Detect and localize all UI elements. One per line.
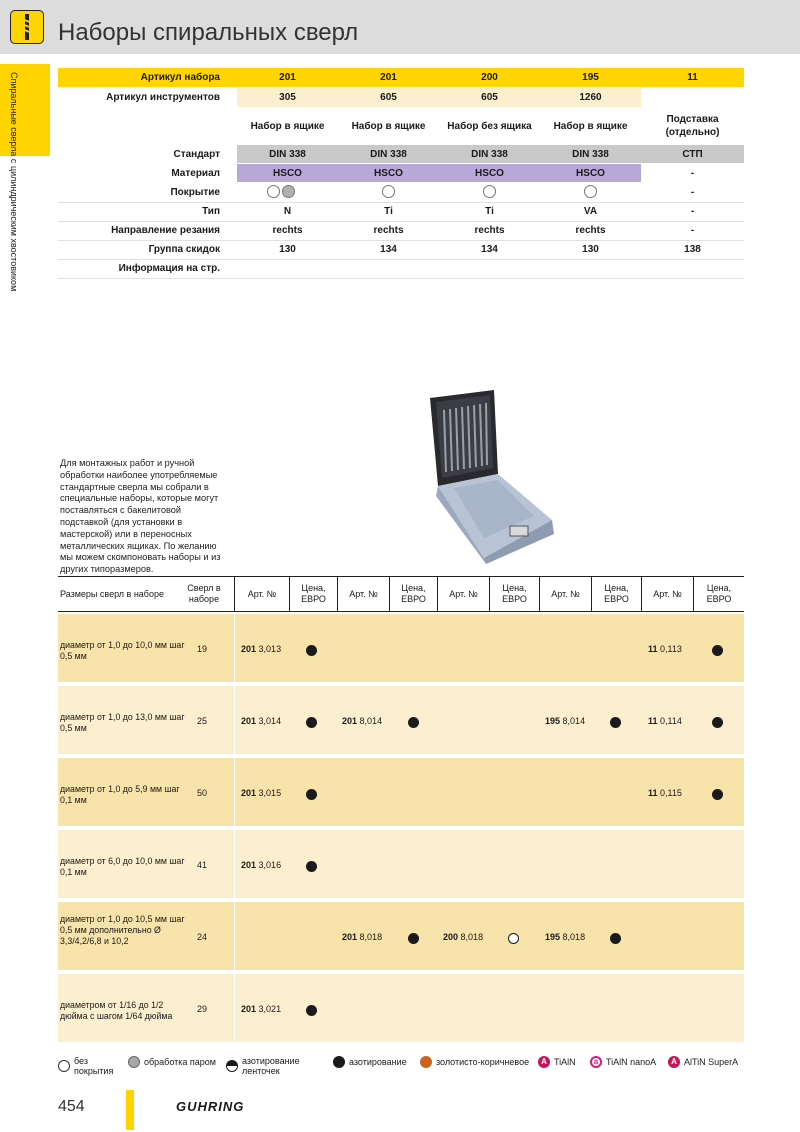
legend-nitride-strip-label: азотирование ленточек <box>242 1056 300 1076</box>
legend-nitride <box>333 1056 407 1068</box>
tool-article-cell: 605 <box>380 92 397 103</box>
column-divider <box>234 612 235 1042</box>
nitride-dot-icon <box>306 789 317 800</box>
discount-cell: 134 <box>380 244 397 255</box>
altin-icon: A <box>668 1056 680 1068</box>
article-number <box>241 644 281 654</box>
legend-gold-brown <box>420 1056 529 1068</box>
article-suffix: 8,018 <box>562 932 586 942</box>
header-count: Сверл в наборе <box>187 583 221 604</box>
legend-uncoated-label: без покрытия <box>74 1056 114 1076</box>
legend-steam-label: обработка паром <box>144 1057 216 1067</box>
material-cell: - <box>690 168 695 179</box>
legend-nitride-label: азотирование <box>349 1057 407 1067</box>
article-prefix: 201 <box>241 644 257 654</box>
set-description-cell: Набор в ящике <box>351 121 426 132</box>
article-number <box>342 932 382 942</box>
header-art-5: Арт. № <box>641 576 693 612</box>
row-description: диаметр от 1,0 до 10,5 мм шаг 0,5 мм дополнительно Ø 3,3/4,2/6,8 и 10,2 <box>60 914 185 946</box>
gold-brown-icon <box>420 1056 432 1068</box>
page-number: 454 <box>58 1098 85 1115</box>
standard-cell: DIN 338 <box>471 149 508 160</box>
steam-icon <box>128 1056 140 1068</box>
discount-cell: 134 <box>481 244 498 255</box>
type-cell: Ti <box>485 206 494 217</box>
divider <box>58 259 744 260</box>
nitride-dot-icon <box>306 861 317 872</box>
material-cell: HSCO <box>273 168 302 179</box>
nitride-strip-icon <box>226 1060 238 1072</box>
set-description-cell: Набор в ящике <box>250 121 325 132</box>
nitride-dot-icon <box>306 1005 317 1016</box>
label-direction: Направление резания <box>111 225 220 236</box>
article-suffix: 0,115 <box>660 788 682 798</box>
type-cell: Ti <box>384 206 393 217</box>
set-article-cell: 201 <box>279 72 296 83</box>
legend-altin-label: AlTiN SuperA <box>684 1057 739 1067</box>
legend-tialn-label: TiAlN <box>554 1057 576 1067</box>
article-number <box>545 932 585 942</box>
steam-icon <box>282 185 295 198</box>
row-description: диаметр от 6,0 до 10,0 мм шаг 0,1 мм <box>60 856 185 877</box>
nitride-dot-icon <box>408 933 419 944</box>
set-article-cell: 201 <box>380 72 397 83</box>
header-price-5: Цена, ЕВРО <box>693 576 744 612</box>
nitride-dot-icon <box>712 645 723 656</box>
row-count: 41 <box>196 860 207 870</box>
legend-gold-brown-label: золотисто-коричневое <box>436 1057 530 1067</box>
header-price-3: Цена, ЕВРО <box>489 576 539 612</box>
divider <box>58 221 744 222</box>
row-count: 24 <box>196 932 207 942</box>
row-count: 19 <box>196 644 207 654</box>
uncoated-dot-icon <box>508 933 519 944</box>
uncoated-icon <box>58 1060 70 1072</box>
material-cell: HSCO <box>475 168 504 179</box>
label-info-page: Информация на стр. <box>118 263 220 274</box>
article-prefix: 201 <box>342 932 358 942</box>
standard-cell: DIN 338 <box>370 149 407 160</box>
row-count: 25 <box>196 716 207 726</box>
discount-cell: 130 <box>582 244 599 255</box>
tool-article-cell: 1260 <box>579 92 602 103</box>
label-material: Материал <box>171 168 220 179</box>
nitride-dot-icon <box>712 717 723 728</box>
article-number <box>648 716 682 726</box>
tool-article-cell: 305 <box>279 92 296 103</box>
article-number <box>648 644 682 654</box>
article-suffix: 8,018 <box>460 932 484 942</box>
set-description-cell: Набор в ящике <box>553 121 628 132</box>
legend-nitride-strip <box>226 1056 322 1076</box>
standard-cell: DIN 338 <box>269 149 306 160</box>
label-set-article: Артикул набора <box>140 72 220 83</box>
header-price-2: Цена, ЕВРО <box>389 576 437 612</box>
tool-article-cell: 605 <box>481 92 498 103</box>
divider <box>58 240 744 241</box>
coating-cell: - <box>690 187 695 198</box>
header-art-4: Арт. № <box>539 576 591 612</box>
article-number <box>545 716 585 726</box>
type-cell: VA <box>583 206 598 217</box>
article-prefix: 11 <box>648 788 658 798</box>
article-prefix: 195 <box>545 716 561 726</box>
nitride-dot-icon <box>306 717 317 728</box>
uncoated-icon <box>483 185 496 198</box>
header-price-1: Цена, ЕВРО <box>289 576 337 612</box>
row-description: диаметр от 1,0 до 13,0 мм шаг 0,5 мм <box>60 712 185 733</box>
article-prefix: 201 <box>342 716 358 726</box>
type-cell: N <box>283 206 292 217</box>
nitride-dot-icon <box>306 645 317 656</box>
row-count: 29 <box>196 1004 207 1014</box>
article-prefix: 201 <box>241 1004 257 1014</box>
article-suffix: 8,014 <box>359 716 383 726</box>
drill-set-case-image <box>424 388 560 564</box>
label-tool-article: Артикул инструментов <box>106 92 220 103</box>
divider <box>58 202 744 203</box>
label-coating: Покрытие <box>170 187 220 198</box>
article-number <box>241 716 281 726</box>
page-title: Наборы спиральных сверл <box>58 19 359 46</box>
label-discount: Группа скидок <box>148 244 220 255</box>
label-standard: Стандарт <box>173 149 220 160</box>
header-sizes: Размеры сверл в наборе <box>60 588 164 599</box>
article-suffix: 3,015 <box>258 788 282 798</box>
tialn-nano-icon: a <box>590 1056 602 1068</box>
article-prefix: 11 <box>648 644 658 654</box>
set-description-cell: Подставка (отдельно) <box>665 114 720 138</box>
article-prefix: 11 <box>648 716 658 726</box>
article-suffix: 3,013 <box>258 644 282 654</box>
discount-cell: 138 <box>684 244 701 255</box>
article-number <box>648 788 682 798</box>
article-suffix: 3,016 <box>258 860 282 870</box>
article-suffix: 3,014 <box>258 716 282 726</box>
standard-cell: СТП <box>682 149 703 160</box>
article-number <box>241 860 281 870</box>
set-article-cell: 200 <box>481 72 498 83</box>
discount-cell: 130 <box>279 244 296 255</box>
set-article-cell: 195 <box>582 72 599 83</box>
description-paragraph: Для монтажных работ и ручной обработки наиболее употребляемые стандартные сверла мы собрали в специальные наборы, которые могут поставляться с бакелитовой подставкой (для установки в мастерской) или в переносных металлических ящиках. По желанию мы можем скомпоновать наборы и из других типоразмеров. <box>60 458 221 575</box>
legend-tialn-nano-label: TiAlN nanoA <box>606 1057 657 1067</box>
nitride-dot-icon <box>712 789 723 800</box>
row-description: диаметром от 1/16 до 1/2 дюйма с шагом 1/64 дюйма <box>60 1000 173 1021</box>
divider <box>58 278 744 279</box>
article-prefix: 201 <box>241 788 257 798</box>
uncoated-icon <box>267 185 280 198</box>
row-count: 50 <box>196 788 207 798</box>
type-cell: - <box>690 206 695 217</box>
article-number <box>241 1004 281 1014</box>
article-prefix: 201 <box>241 716 257 726</box>
uncoated-icon <box>382 185 395 198</box>
legend-steam <box>128 1056 216 1068</box>
footer-accent-bar <box>126 1090 134 1130</box>
header-price-4: Цена, ЕВРО <box>591 576 641 612</box>
article-number <box>342 716 382 726</box>
direction-cell: rechts <box>575 225 606 236</box>
header-art-1: Арт. № <box>234 576 289 612</box>
nitride-dot-icon <box>408 717 419 728</box>
direction-cell: rechts <box>373 225 404 236</box>
article-number <box>241 788 281 798</box>
article-suffix: 8,014 <box>562 716 586 726</box>
nitride-icon <box>333 1056 345 1068</box>
article-suffix: 0,113 <box>660 644 682 654</box>
row-description: диаметр от 1,0 до 5,9 мм шаг 0,1 мм <box>60 784 180 805</box>
article-suffix: 8,018 <box>359 932 383 942</box>
direction-cell: - <box>690 225 695 236</box>
material-cell: HSCO <box>576 168 605 179</box>
direction-cell: rechts <box>474 225 505 236</box>
article-prefix: 195 <box>545 932 561 942</box>
uncoated-icon <box>584 185 597 198</box>
set-article-cell: 11 <box>687 72 698 83</box>
header-art-2: Арт. № <box>337 576 389 612</box>
article-suffix: 0,114 <box>660 716 682 726</box>
tialn-icon: A <box>538 1056 550 1068</box>
drill-logo-icon <box>10 10 44 44</box>
legend-altin <box>668 1056 738 1068</box>
label-type: Тип <box>202 206 220 217</box>
legend-tialn-nano <box>590 1056 656 1068</box>
standard-cell: DIN 338 <box>572 149 609 160</box>
legend-uncoated <box>58 1056 120 1076</box>
direction-cell: rechts <box>272 225 303 236</box>
side-tab-label: Спиральные сверла с цилиндрическим хвостовиком <box>9 72 19 292</box>
article-prefix: 200 <box>443 932 459 942</box>
header-art-3: Арт. № <box>437 576 489 612</box>
article-suffix: 3,021 <box>258 1004 282 1014</box>
material-cell: HSCO <box>374 168 403 179</box>
article-prefix: 201 <box>241 860 257 870</box>
article-number <box>443 932 483 942</box>
nitride-dot-icon <box>610 933 621 944</box>
nitride-dot-icon <box>610 717 621 728</box>
set-description-cell: Набор без ящика <box>447 121 532 132</box>
row-description: диаметр от 1,0 до 10,0 мм шаг 0,5 мм <box>60 640 185 661</box>
legend-tialn <box>538 1056 576 1068</box>
brand-logo: GUHRING <box>176 1099 245 1114</box>
